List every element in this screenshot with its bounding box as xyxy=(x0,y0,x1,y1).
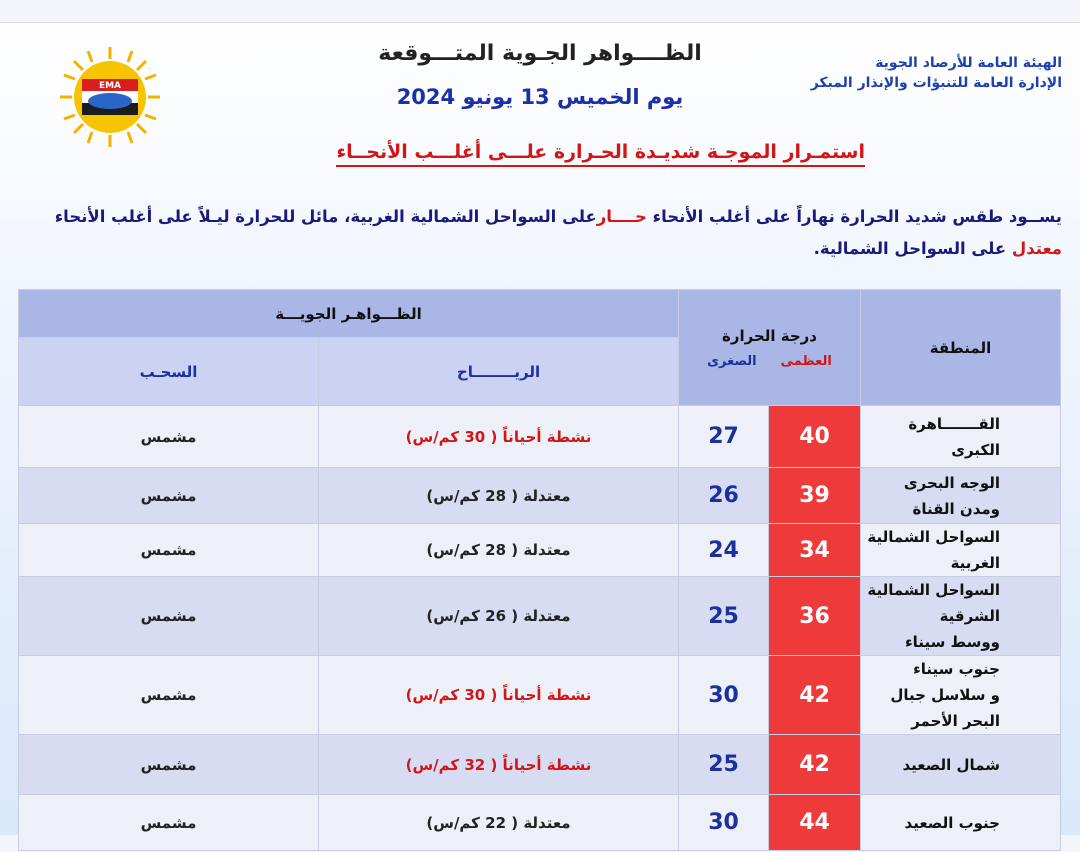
cloud-cell: مشمس xyxy=(19,656,319,735)
region-cell xyxy=(861,406,1061,468)
region-line-1: شمال الصعيد xyxy=(902,755,1000,774)
min-temp-cell: 25 xyxy=(679,735,769,795)
region-cell xyxy=(861,577,1061,656)
header-max: العظمى xyxy=(780,353,832,369)
cloud-cell: مشمس xyxy=(19,795,319,851)
table-row xyxy=(19,735,1061,795)
min-temp-cell: 25 xyxy=(679,577,769,656)
wind-cell: نشطة أحياناً ( 30 كم/س) xyxy=(319,406,679,468)
header-temperature-label: درجة الحرارة xyxy=(721,326,817,345)
org-line-2: الإدارة العامة للتنبؤات والإنذار المبكر xyxy=(810,75,1062,91)
table-row xyxy=(19,468,1061,524)
table-row xyxy=(19,406,1061,468)
region-line-1: السواحل الشمالية الشرقية xyxy=(867,581,1000,625)
max-temp-cell: 40 xyxy=(769,406,861,468)
min-temp-cell: 30 xyxy=(679,656,769,735)
summary-paragraph xyxy=(12,201,1062,265)
para-part-4: على أغلب الأنحاء xyxy=(54,207,199,226)
cloud-cell: مشمس xyxy=(19,577,319,656)
para-part-1: يســود طقس شديد الحرارة نهاراً على أغلب الأنحاء xyxy=(652,207,1062,226)
max-temp-cell: 42 xyxy=(769,656,861,735)
wind-cell: نشطة أحياناً ( 32 كم/س) xyxy=(319,735,679,795)
region-cell xyxy=(861,656,1061,735)
wind-cell: معتدلة ( 28 كم/س) xyxy=(319,524,679,577)
header-min: الصغرى xyxy=(707,353,757,369)
min-temp-cell: 27 xyxy=(679,406,769,468)
header-cloud: السحـب xyxy=(19,338,319,406)
region-line-2: و سلاسل جبال البحر الأحمر xyxy=(890,686,1000,730)
region-cell xyxy=(861,735,1061,795)
max-temp-cell: 34 xyxy=(769,524,861,577)
region-line-1: القـــــــاهرة الكبرى xyxy=(908,414,1000,459)
header-wind: الريــــــــاح xyxy=(319,338,679,406)
ema-logo-icon xyxy=(58,45,162,149)
page-title: الظــــواهر الجـوية المتـــوقعة xyxy=(378,41,702,66)
region-cell xyxy=(861,524,1061,577)
max-temp-cell: 42 xyxy=(769,735,861,795)
region-cell xyxy=(861,468,1061,524)
table-row xyxy=(19,656,1061,735)
region-line-1: جنوب الصعيد xyxy=(904,813,1000,832)
table-row xyxy=(19,795,1061,851)
wind-cell: معتدلة ( 28 كم/س) xyxy=(319,468,679,524)
headline-text: استمـرار الموجـة شديـدة الحـرارة علـــى أغلـــب الأنحــاء xyxy=(336,141,865,167)
header-temperature xyxy=(679,290,861,406)
para-part-5: معتدل xyxy=(1011,239,1062,258)
region-line-1: جنوب سيناء xyxy=(913,660,1000,678)
wind-cell: معتدلة ( 26 كم/س) xyxy=(319,577,679,656)
wind-cell: نشطة أحياناً ( 30 كم/س) xyxy=(319,656,679,735)
min-temp-cell: 30 xyxy=(679,795,769,851)
region-cell xyxy=(861,795,1061,851)
cloud-cell: مشمس xyxy=(19,524,319,577)
para-part-6: على السواحل الشمالية. xyxy=(813,239,1012,258)
para-part-3: على السواحل الشمالية الغربية، مائل للحرارة ليـلاً xyxy=(198,207,597,226)
min-temp-cell: 24 xyxy=(679,524,769,577)
header-region: المنطقة xyxy=(861,290,1061,406)
table-row xyxy=(19,577,1061,656)
header-phenomena: الظـــواهـر الجويـــة xyxy=(19,290,679,338)
org-line-1: الهيئة العامة للأرصاد الجوية xyxy=(875,55,1062,71)
region-line-1: السواحل الشمالية الغربية xyxy=(867,528,1000,572)
forecast-date: يوم الخميس 13 يونيو 2024 xyxy=(396,85,684,109)
logo-text: EMA xyxy=(98,81,122,91)
wind-cell: معتدلة ( 22 كم/س) xyxy=(319,795,679,851)
cloud-cell: مشمس xyxy=(19,468,319,524)
headline xyxy=(225,141,865,163)
region-line-2: ووسط سيناء xyxy=(905,633,1000,651)
forecast-table xyxy=(18,289,1061,851)
table-row xyxy=(19,524,1061,577)
max-temp-cell: 44 xyxy=(769,795,861,851)
region-line-1: الوجه البحرى ومدن القناة xyxy=(903,473,1000,518)
cloud-cell: مشمس xyxy=(19,406,319,468)
organization-name xyxy=(762,53,1062,93)
max-temp-cell: 36 xyxy=(769,577,861,656)
forecast-page xyxy=(0,22,1080,835)
cloud-cell: مشمس xyxy=(19,735,319,795)
min-temp-cell: 26 xyxy=(679,468,769,524)
para-part-2: حــــار xyxy=(596,207,653,226)
max-temp-cell: 39 xyxy=(769,468,861,524)
